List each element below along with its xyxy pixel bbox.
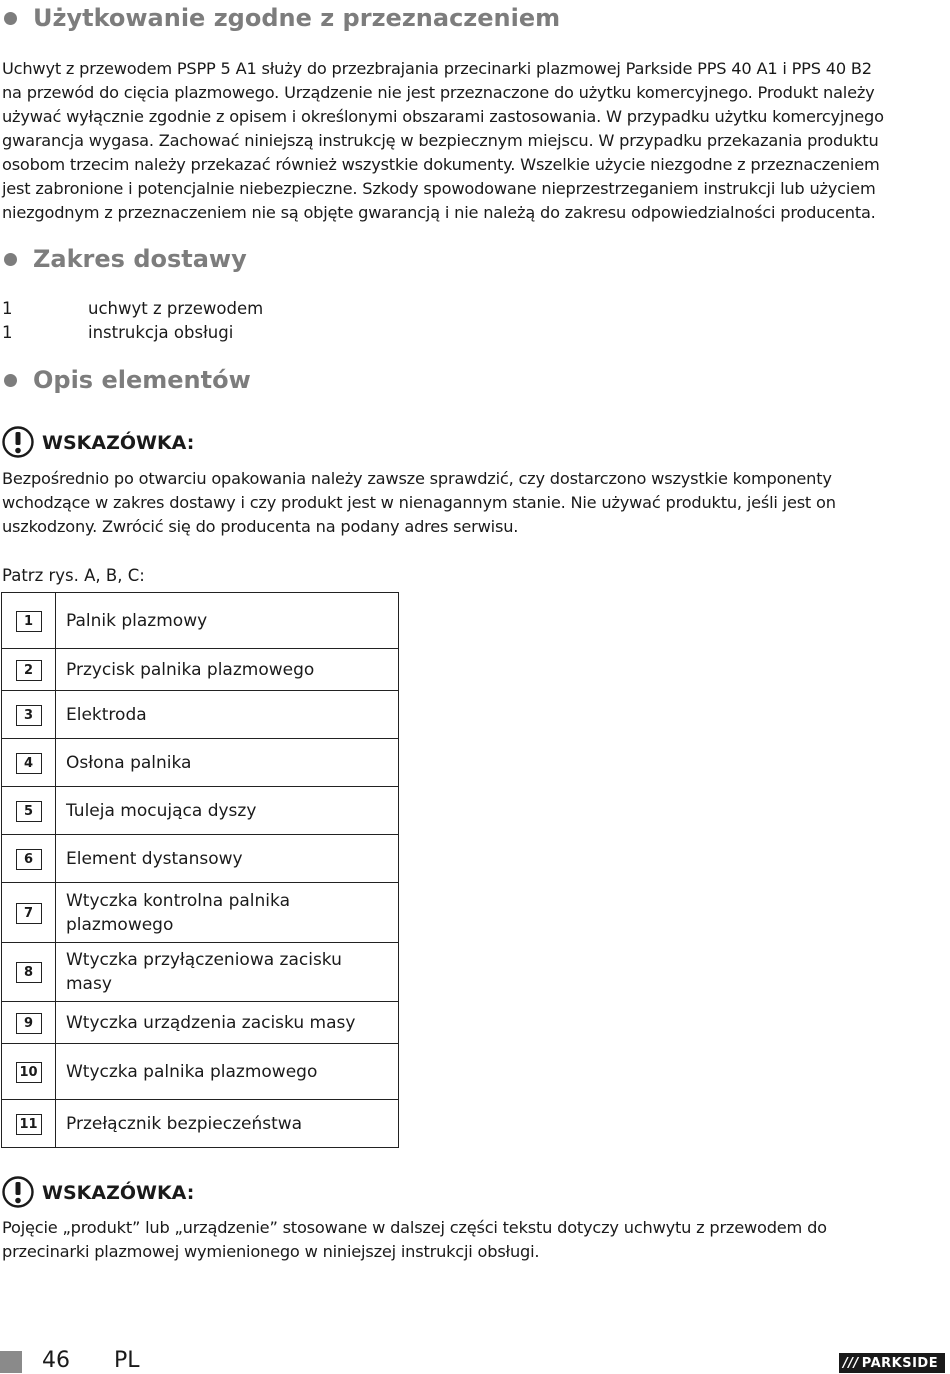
heading-text: Zakres dostawy [33,245,247,273]
part-number: 6 [16,849,42,870]
paragraph-line: przecinarki plazmowej wymienionego w niniejszej instrukcji obsługi. [2,1242,540,1261]
delivery-item [2,297,263,321]
part-label: Wtyczka urządzenia zacisku masy [56,1002,399,1044]
part-number-cell [2,1002,56,1044]
note2-title [2,1176,194,1210]
part-number-cell [2,691,56,739]
part-number: 8 [16,962,42,983]
paragraph-line: niezgodnym z przeznaczeniem nie są objęte gwarancją i nie należą do zakresu odpowiedzialności producenta. [2,203,876,222]
table-row [2,691,399,739]
paragraph-line: używać wyłącznie zgodnie z opisem i określonymi obszarami zastosowania. W przypadku użytku komercyjnego [2,107,884,126]
part-number: 1 [16,611,42,632]
table-row [2,593,399,649]
table-row [2,1002,399,1044]
part-label: Palnik plazmowy [56,593,399,649]
note2-paragraph [2,1216,946,1264]
part-label: Tuleja mocująca dyszy [56,787,399,835]
part-label: Przycisk palnika plazmowego [56,649,399,691]
part-number-cell [2,649,56,691]
parts-table [1,592,399,1148]
intended-use-paragraph [2,57,946,225]
table-row [2,649,399,691]
paragraph-line: Uchwyt z przewodem PSPP 5 A1 służy do przezbrajania przecinarki plazmowej Parkside PPS 40 A1 i PPS 40 B2 [2,59,872,78]
note-title [2,426,194,460]
footer-square-mark [0,1351,22,1373]
part-label: Osłona palnika [56,739,399,787]
part-number-cell [2,1100,56,1148]
part-number: 9 [16,1013,42,1034]
delivery-qty: 1 [2,299,13,318]
paragraph-line: na przewód do cięcia plazmowego. Urządzenie nie jest przeznaczone do użytku komercyjnego. Produkt należy [2,83,875,102]
part-number: 2 [16,660,42,681]
heading-text: Opis elementów [33,366,251,394]
part-label: Wtyczka palnika plazmowego [56,1044,399,1100]
exclamation-icon [2,426,38,460]
part-number-cell [2,1044,56,1100]
part-number-cell [2,883,56,943]
paragraph-line: jest zabronione i potencjalnie niebezpieczne. Szkody spowodowane nieprzestrzeganiem instrukcji lub użyciem [2,179,876,198]
delivery-qty: 1 [2,323,13,342]
logo-slashes: /// [843,1355,859,1371]
paragraph-line: gwarancja wygasa. Zachować niniejszą instrukcję w bezpiecznym miejscu. W przypadku przekazania produktu [2,131,879,150]
part-number: 3 [16,705,42,726]
table-row [2,943,399,1002]
part-label: Elektroda [56,691,399,739]
logo-text: PARKSIDE [861,1355,939,1371]
table-row [2,883,399,943]
table-row [2,1100,399,1148]
delivery-name: instrukcja obsługi [88,323,234,342]
part-number: 11 [16,1114,42,1135]
note-title-text: WSKAZÓWKA: [42,1182,195,1204]
note-paragraph [2,467,946,539]
bullet-icon [4,12,17,25]
paragraph-line: osobom trzecim należy przekazać również wszystkie dokumenty. Wszelkie użycie niezgodne z przeznaczeniem [2,155,880,174]
see-figures-label: Patrz rys. A, B, C: [2,566,145,585]
delivery-name: uchwyt z przewodem [88,299,264,318]
part-number-cell [2,943,56,1002]
language-code: PL [114,1348,140,1373]
bullet-icon [4,253,17,266]
part-number-cell [2,739,56,787]
part-number: 7 [16,903,42,924]
table-row [2,739,399,787]
table-row [2,835,399,883]
section-heading-intended-use [0,2,560,34]
part-number: 10 [16,1062,42,1083]
part-label: Element dystansowy [56,835,399,883]
part-label: Przełącznik bezpieczeństwa [56,1100,399,1148]
heading-text: Użytkowanie zgodne z przeznaczeniem [33,4,561,32]
part-number-cell [2,787,56,835]
part-label: Wtyczka przyłączeniowa zacisku masy [56,943,399,1002]
part-number-cell [2,835,56,883]
note-title-text: WSKAZÓWKA: [42,432,195,454]
table-row [2,787,399,835]
part-number-cell [2,593,56,649]
page-number: 46 [42,1348,70,1373]
parkside-logo [839,1353,945,1373]
paragraph-line: Pojęcie „produkt” lub „urządzenie” stosowane w dalszej części tekstu dotyczy uchwytu z przewodem do [2,1218,827,1237]
paragraph-line: uszkodzony. Zwrócić się do producenta na podany adres serwisu. [2,517,519,536]
part-number: 5 [16,801,42,822]
exclamation-icon [2,1176,38,1210]
table-row [2,1044,399,1100]
part-number: 4 [16,753,42,774]
delivery-list [2,297,263,345]
section-heading-components [0,364,251,396]
part-label: Wtyczka kontrolna palnika plazmowego [56,883,399,943]
paragraph-line: Bezpośrednio po otwarciu opakowania należy zawsze sprawdzić, czy dostarczono wszystkie komponenty [2,469,832,488]
paragraph-line: wchodzące w zakres dostawy i czy produkt jest w nienagannym stanie. Nie używać produktu, jeśli jest on [2,493,836,512]
section-heading-delivery [0,243,247,275]
delivery-item [2,321,263,345]
bullet-icon [4,374,17,387]
